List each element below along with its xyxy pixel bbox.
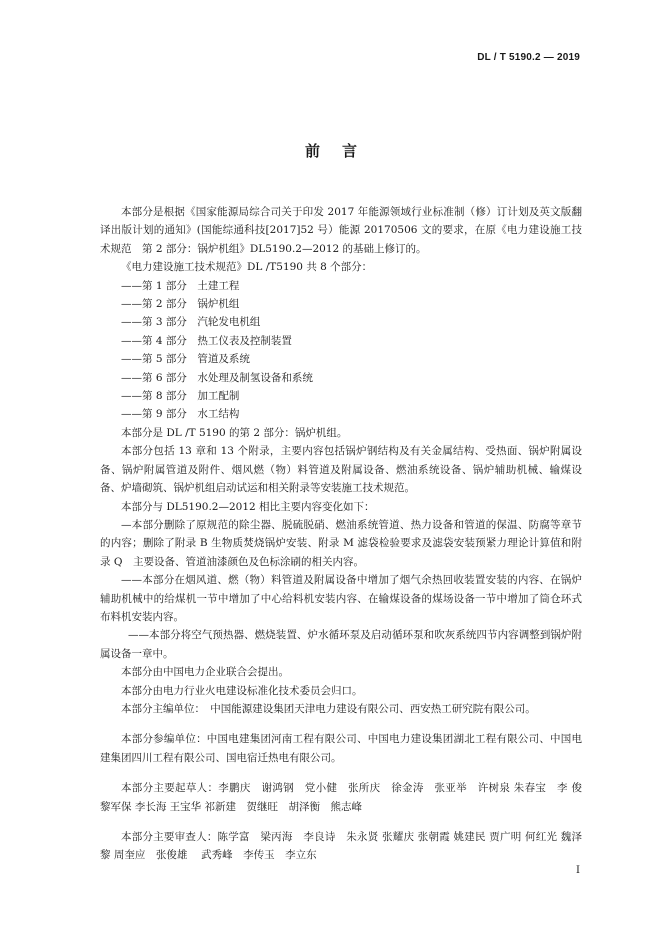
list-item: ——第 8 部分 加工配制 bbox=[121, 390, 240, 403]
list-item: ——第 9 部分 水工结构 bbox=[121, 408, 240, 421]
paragraph-proposer: 本部分由中国电力企业联合会提出。 bbox=[121, 666, 289, 679]
parts-list bbox=[100, 277, 582, 424]
paragraph-scope: 本部分包括 13 章和 13 个附录，主要内容包括锅炉钢结构及有关金属结构、受热面、锅炉附属设备、锅炉附属管道及附件、烟风燃（物）料管道及附属设备、燃油系统设备、锅炉辅助机械、输煤设备、炉墙砌筑、锅炉机组启动试运和相关附录等安装施工技术规范。 bbox=[100, 445, 582, 495]
list-item: ——第 4 部分 热工仪表及控制装置 bbox=[121, 334, 292, 347]
list-item: ——第 5 部分 管道及系统 bbox=[121, 353, 250, 366]
paragraph-change-deleted: —本部分删除了原规范的除尘器、脱硫脱硝、燃油系统管道、热力设备和管道的保温、防腐等章节的内容；删除了附录 B 生物质焚烧锅炉安装、附录 M 滤袋检验要求及滤袋安装预紧力理论计算值和附录 Q 主要设备、管道油漆颜色及色标涂刷的相关内容。 bbox=[100, 518, 582, 568]
paragraph-change-added: ——本部分在烟风道、燃（物）料管道及附属设备中增加了烟气余热回收装置安装的内容、在锅炉辅助机械中的给煤机一节中增加了中心给料机安装内容、在输煤设备的煤场设备一节中增加了筒仓环式布料机安装内容。 bbox=[100, 574, 582, 623]
page-number: I bbox=[576, 865, 580, 876]
list-item: ——第 2 部分 锅炉机组 bbox=[121, 298, 240, 311]
standard-code: DL / T 5190.2 — 2019 bbox=[477, 52, 580, 63]
paragraph-changes-intro: 本部分与 DL5190.2—2012 相比主要内容变化如下： bbox=[121, 500, 375, 513]
page-title: 前言 bbox=[304, 142, 379, 160]
paragraph-participating-units: 本部分参编单位：中国电建集团河南工程有限公司、中国电力建设集团湖北工程有限公司、中国电建集团四川工程有限公司、国电宿迁热电有限公司。 bbox=[100, 733, 582, 764]
paragraph-reviewers: 本部分主要审查人：陈学富 梁丙海 李良诗 朱永贤 张耀庆 张朝霞 姚建民 贾广明 何红光 魏泽黎 周奎应 张俊雄 武秀峰 李传玉 李立东 bbox=[100, 831, 582, 862]
paragraph-part-statement: 本部分是 DL /T 5190 的第 2 部分：锅炉机组。 bbox=[121, 426, 348, 439]
paragraph-custodian: 本部分由电力行业火电建设标准化技术委员会归口。 bbox=[121, 684, 363, 697]
list-item: ——第 1 部分 土建工程 bbox=[121, 279, 240, 292]
paragraph-parts-intro: 《电力建设施工技术规范》DL /T5190 共 8 个部分： bbox=[121, 261, 373, 274]
paragraph-drafters: 本部分主要起草人：李鹏庆 谢鸿钢 党小健 张所庆 徐金涛 张亚举 许树泉 朱春宝 李 俊 黎军保 李长海 王宝华 祁新建 贺继旺 胡泽衡 熊志峰 bbox=[100, 782, 582, 813]
paragraph-basis: 本部分是根据《国家能源局综合司关于印发 2017 年能源领域行业标准制（修）订计划及英文版翻译出版计划的通知》(国能综通科技[2017]52 号）能源 20170506 文的要求，在原《电力建设施工技术规范 第 2 部分：锅炉机组》DL5190.2—2012 的基础上修订的。 bbox=[100, 206, 582, 255]
list-item: ——第 3 部分 汽轮发电机组 bbox=[121, 316, 261, 329]
list-item: ——第 6 部分 水处理及制氢设备和系统 bbox=[121, 371, 313, 384]
foreword-body bbox=[100, 203, 582, 865]
paragraph-change-moved: ——本部分将空气预热器、燃烧装置、炉水循环泵及启动循环泵和吹灰系统四节内容调整到锅炉附属设备一章中。 bbox=[100, 629, 582, 660]
paragraph-chief-units: 本部分主编单位： 中国能源建设集团天津电力建设有限公司、西安热工研究院有限公司。 bbox=[121, 702, 536, 715]
